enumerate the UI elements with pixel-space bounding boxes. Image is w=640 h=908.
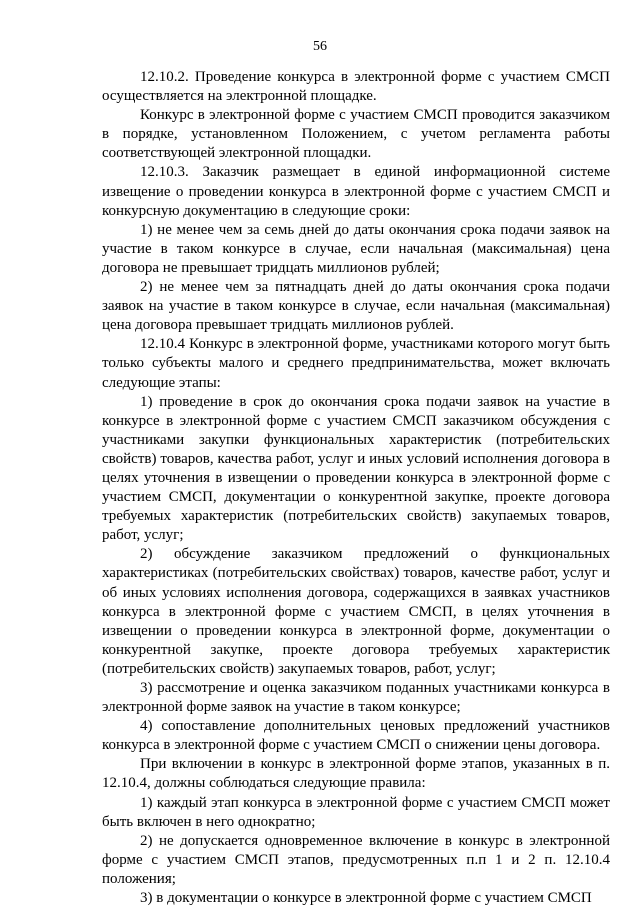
paragraph: 12.10.3. Заказчик размещает в единой информационной системе извещение о проведении конкурса в электронной форме с участием СМСП и конкурсную документацию в следующие сроки: (102, 164, 610, 219)
paragraph: Конкурс в электронной форме с участием СМСП проводится заказчиком в порядке, установленном Положением, с учетом регламента работы соответствующей электронной площадки. (102, 107, 610, 162)
page-number: 56 (313, 39, 327, 54)
list-item: 2) не менее чем за пятнадцать дней до даты окончания срока подачи заявок на участие в таком конкурсе в случае, если начальная (максимальная) цена договора превышает тридцать миллионов рублей. (102, 279, 610, 334)
list-item: 3) в документации о конкурсе в электронной форме с участием СМСП (140, 890, 592, 907)
list-item: 3) рассмотрение и оценка заказчиком поданных участниками конкурса в электронной форме заявок на участие в таком конкурсе; (102, 680, 610, 716)
list-item: 1) проведение в срок до окончания срока подачи заявок на участие в конкурсе в электронной форме с участием СМСП заказчиком обсуждения с участниками закупки функциональных характеристик (потребительских свойств) товаров, качества работ, услуг и иных условий исполнения договора в целях уточнения в извещении о проведении конкурса в электронной форме с участием СМСП, документации о конкурентной закупке, проекте договора требуемых характеристик (потребительских свойств) закупаемых товаров, работ, услуг; (102, 393, 610, 544)
list-item: 1) не менее чем за семь дней до даты окончания срока подачи заявок на участие в таком конкурсе в случае, если начальная (максимальная) цена договора не превышает тридцать миллионов рублей; (102, 221, 610, 276)
list-item: 4) сопоставление дополнительных ценовых предложений участников конкурса в электронной форме с участием СМСП о снижении цены договора. (102, 718, 610, 754)
list-item: 1) каждый этап конкурса в электронной форме с участием СМСП может быть включен в него однократно; (102, 794, 610, 830)
paragraph: При включении в конкурс в электронной форме этапов, указанных в п. 12.10.4, должны соблюдаться следующие правила: (102, 756, 610, 792)
list-item: 2) обсуждение заказчиком предложений о функциональных характеристиках (потребительских свойствах) товаров, качестве работ, услуг и об иных условиях исполнения договора, содержащихся в заявках участников конкурса в электронной форме с участием СМСП, в целях уточнения в извещении о проведении конкурса в электронной форме, документации о конкурентной закупке, проекте договора требуемых характеристик (потребительских свойств) закупаемых товаров, работ, услуг; (102, 546, 610, 677)
paragraph: 12.10.4 Конкурс в электронной форме, участниками которого могут быть только субъекты малого и среднего предпринимательства, может включать следующие этапы: (102, 336, 610, 391)
list-item: 2) не допускается одновременное включение в конкурс в электронной форме с участием СМСП этапов, предусмотренных п.п 1 и 2 п. 12.10.4 положения; (102, 832, 610, 887)
document-body (102, 68, 610, 908)
paragraph: 12.10.2. Проведение конкурса в электронной форме с участием СМСП осуществляется на электронной площадке. (102, 69, 610, 105)
